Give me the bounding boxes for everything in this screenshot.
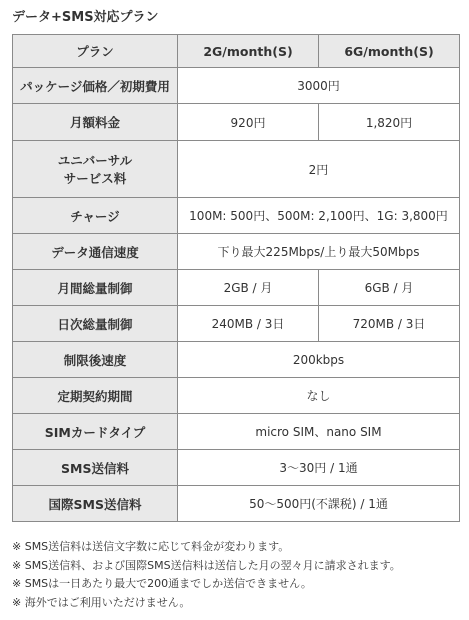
table-row-monthly-cap xyxy=(13,270,460,306)
row-label-universal-service xyxy=(13,141,178,198)
page-title: データ+SMS対応プラン xyxy=(12,10,159,25)
footnote-item: ※ SMS送信料、および国際SMS送信料は送信した月の翌々月に請求されます。 xyxy=(12,558,401,572)
value-universal-service: 2円 xyxy=(178,141,460,198)
row-label-universal-service-line1: ユニバーサル xyxy=(57,153,133,168)
table-row-sms-fee xyxy=(13,450,460,486)
header-plan-2g: 2G/month(S) xyxy=(178,35,319,68)
header-plan-label: プラン xyxy=(13,35,178,68)
table-row-intl-sms-fee xyxy=(13,486,460,522)
value-throttled-speed: 200kbps xyxy=(178,342,460,378)
value-package-price: 3000円 xyxy=(178,68,460,104)
footnote-item: ※ SMSは一日あたり最大で200通までしか送信できません。 xyxy=(12,577,312,590)
table-row-daily-cap xyxy=(13,306,460,342)
value-monthly-cap-2g: 2GB / 月 xyxy=(178,270,319,306)
table-row-universal-service xyxy=(13,141,460,198)
row-label-contract-period: 定期契約期間 xyxy=(13,378,178,414)
row-label-monthly-fee: 月額料金 xyxy=(13,104,178,141)
table-row-charge xyxy=(13,198,460,234)
row-label-daily-cap: 日次総量制御 xyxy=(13,306,178,342)
value-data-speed: 下り最大225Mbps/上り最大50Mbps xyxy=(178,234,460,270)
footnote-item: ※ 海外ではご利用いただけません。 xyxy=(12,595,191,609)
table-row-monthly-fee xyxy=(13,104,460,141)
value-monthly-cap-6g: 6GB / 月 xyxy=(319,270,460,306)
plan-table xyxy=(12,34,460,522)
value-sim-type: micro SIM、nano SIM xyxy=(178,414,460,450)
row-label-package-price: パッケージ価格／初期費用 xyxy=(13,68,178,104)
table-header-row xyxy=(13,35,460,68)
value-monthly-fee-6g: 1,820円 xyxy=(319,104,460,141)
header-plan-6g: 6G/month(S) xyxy=(319,35,460,68)
row-label-charge: チャージ xyxy=(13,198,178,234)
value-contract-period: なし xyxy=(178,378,460,414)
table-row-package-price xyxy=(13,68,460,104)
row-label-throttled-speed: 制限後速度 xyxy=(13,342,178,378)
value-intl-sms-fee: 50～500円(不課税) / 1通 xyxy=(178,486,460,522)
footnote-item: ※ SMS送信料は送信文字数に応じて料金が変わります。 xyxy=(12,540,290,553)
row-label-data-speed: データ通信速度 xyxy=(13,234,178,270)
footnotes xyxy=(12,538,462,612)
value-daily-cap-2g: 240MB / 3日 xyxy=(178,306,319,342)
table-row-throttled-speed xyxy=(13,342,460,378)
value-charge: 100M: 500円、500M: 2,100円、1G: 3,800円 xyxy=(178,198,460,234)
row-label-sim-type: SIMカードタイプ xyxy=(13,414,178,450)
row-label-sms-fee: SMS送信料 xyxy=(13,450,178,486)
table-row-contract-period xyxy=(13,378,460,414)
table-row-data-speed xyxy=(13,234,460,270)
value-sms-fee: 3～30円 / 1通 xyxy=(178,450,460,486)
row-label-intl-sms-fee: 国際SMS送信料 xyxy=(13,486,178,522)
value-monthly-fee-2g: 920円 xyxy=(178,104,319,141)
row-label-monthly-cap: 月間総量制御 xyxy=(13,270,178,306)
row-label-universal-service-line2: サービス料 xyxy=(63,171,127,186)
table-row-sim-type xyxy=(13,414,460,450)
value-daily-cap-6g: 720MB / 3日 xyxy=(319,306,460,342)
